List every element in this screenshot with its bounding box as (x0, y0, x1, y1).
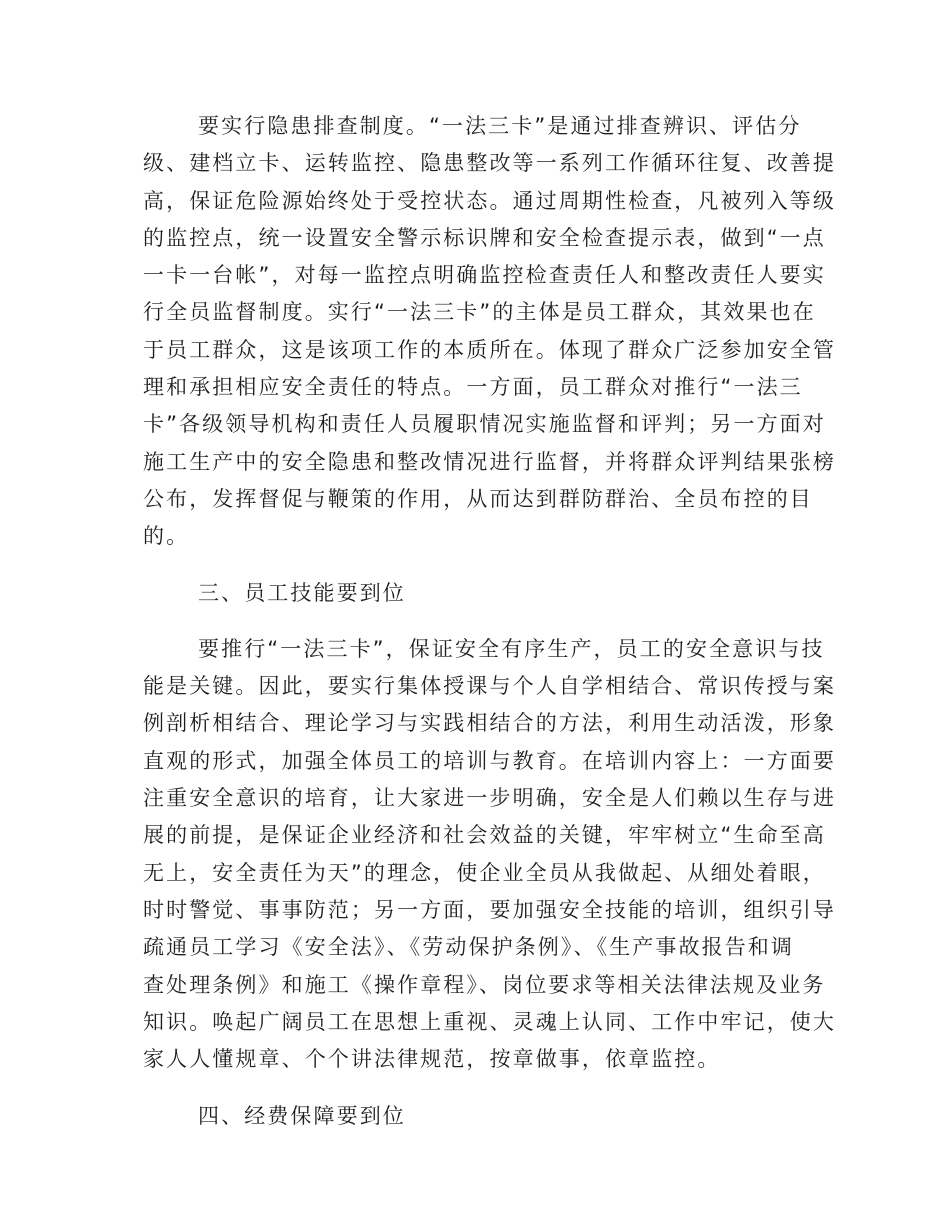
section-heading-text: 三、员工技能要到位 (198, 580, 406, 605)
text-line: 要推行“一法三卡”，保证安全有序生产，员工的安全意识与技 (198, 636, 825, 661)
text-line: 直观的形式，加强全体员工的培训与教育。在培训内容上：一方面要 (143, 748, 836, 773)
text-line: 展的前提，是保证企业经济和社会效益的关键，牢牢树立“生命至高 (143, 823, 826, 848)
text-line: 于员工群众，这是该项工作的本质所在。体现了群众广泛参加安全管 (143, 337, 836, 362)
text-line: 级、建档立卡、运转监控、隐患整改等一系列工作循环往复、改善提 (143, 151, 836, 176)
text-line: 公布，发挥督促与鞭策的作用，从而达到群防群治、全员布控的目 (143, 486, 813, 511)
text-line: 卡”各级领导机构和责任人员履职情况实施监督和评判；另一方面对 (143, 412, 826, 437)
text-line: 的。 (143, 524, 190, 549)
section-heading-text: 四、经费保障要到位 (198, 1104, 406, 1129)
text-line: 理和承担相应安全责任的特点。一方面，员工群众对推行“一法三 (143, 375, 803, 400)
text-line: 家人人懂规章、个个讲法律规范，按章做事，依章监控。 (143, 1047, 721, 1072)
paragraph-hazard-inspection (143, 108, 836, 556)
section-heading-4 (143, 1098, 808, 1135)
text-line: 能是关键。因此，要实行集体授课与个人自学相结合、常识传授与案 (143, 674, 836, 699)
paragraph-employee-skills (143, 631, 836, 1079)
text-line: 注重安全意识的培育，让大家进一步明确，安全是人们赖以生存与进 (143, 786, 836, 811)
text-line: 知识。唤起广阔员工在思想上重视、灵魂上认同、工作中牢记，使大 (143, 1009, 836, 1034)
text-line: 无上，安全责任为天”的理念，使企业全员从我做起、从细处着眼， (143, 860, 826, 885)
text-line: 要实行隐患排查制度。“一法三卡”是通过排查辨识、评估分 (198, 114, 802, 138)
document-body (143, 108, 836, 1136)
text-line: 查处理条例》和施工《操作章程》、岗位要求等相关法律法规及业务 (143, 972, 826, 997)
text-line: 一卡一台帐”，对每一监控点明确监控检查责任人和整改责任人要实 (143, 263, 826, 288)
text-line: 时时警觉、事事防范；另一方面，要加强安全技能的培训，组织引导 (143, 897, 836, 922)
text-line: 的监控点，统一设置安全警示标识牌和安全检查提示表，做到“一点 (143, 225, 826, 250)
text-line: 高，保证危险源始终处于受控状态。通过周期性检查，凡被列入等级 (143, 188, 836, 213)
section-heading-3 (143, 575, 808, 612)
text-line: 施工生产中的安全隐患和整改情况进行监督，并将群众评判结果张榜 (143, 449, 836, 474)
text-line: 例剖析相结合、理论学习与实践相结合的方法，利用生动活泼，形象 (143, 711, 836, 736)
text-line: 行全员监督制度。实行“一法三卡”的主体是员工群众，其效果也在 (143, 300, 816, 325)
text-line: 疏通员工学习《安全法》、《劳动保护条例》、《生产事故报告和调 (143, 935, 794, 960)
